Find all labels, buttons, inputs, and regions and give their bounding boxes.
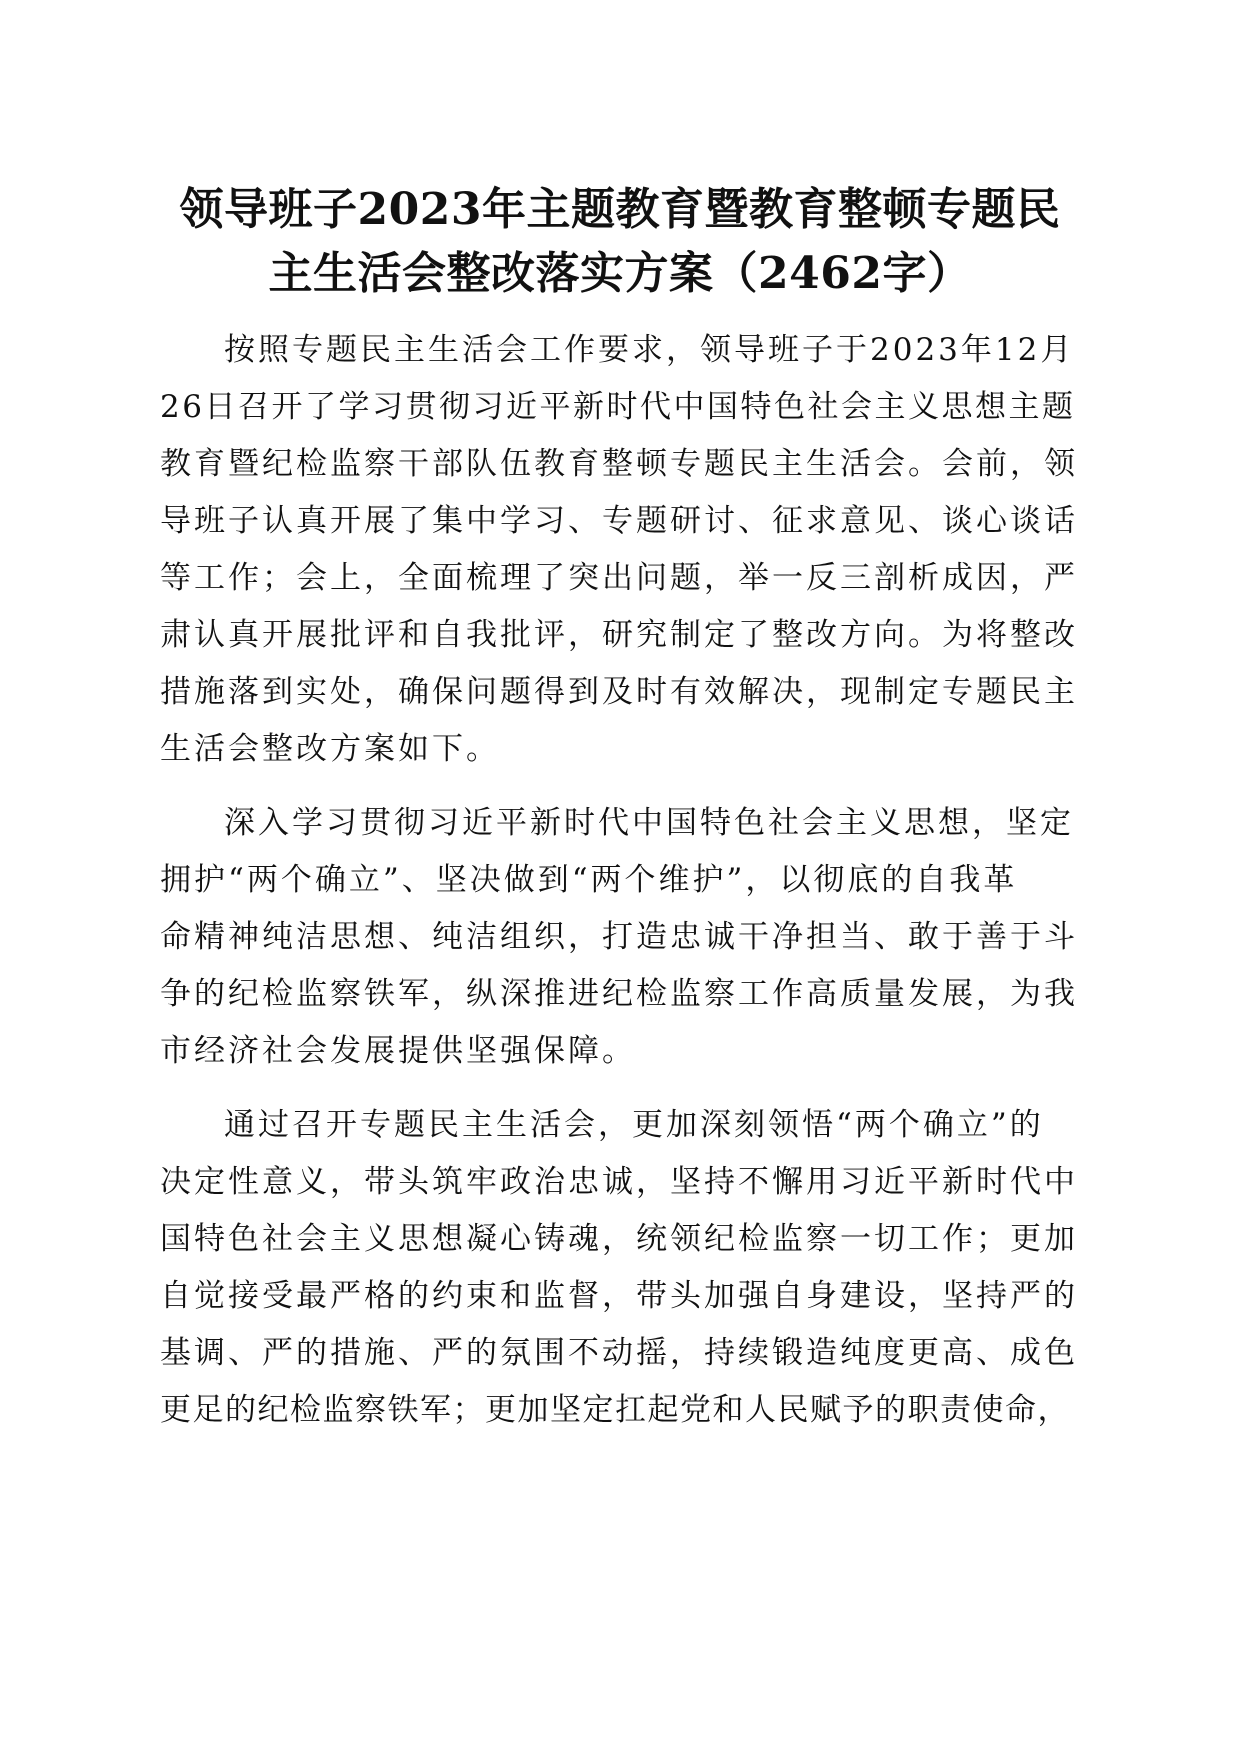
paragraph-line: 措施落到实处，确保问题得到及时有效解决，现制定专题民主: [160, 674, 1078, 710]
paragraph-line: 拥护“两个确立”、坚决做到“两个维护”，以彻底的自我革: [160, 862, 1018, 898]
paragraph-line: 决定性意义，带头筑牢政治忠诚，坚持不懈用习近平新时代中: [160, 1164, 1078, 1200]
paragraph-line: 教育暨纪检监察干部队伍教育整顿专题民主生活会。会前，领: [160, 446, 1078, 482]
paragraph-line: 自觉接受最严格的约束和监督，带头加强自身建设，坚持严的: [160, 1278, 1078, 1314]
title-line-1: 领导班子2023年主题教育暨教育整顿专题民: [179, 184, 1061, 235]
paragraph-spacer: [160, 1080, 1080, 1097]
paragraph-line: 市经济社会发展提供坚强保障。: [160, 1033, 636, 1069]
paragraph-line: 肃认真开展批评和自我批评，研究制定了整改方向。为将整改: [160, 617, 1078, 653]
paragraph-line: 生活会整改方案如下。: [160, 731, 500, 767]
paragraph-line: 基调、严的措施、严的氛围不动摇，持续锻造纯度更高、成色: [160, 1335, 1078, 1371]
paragraph-line: 国特色社会主义思想凝心铸魂，统领纪检监察一切工作；更加: [160, 1221, 1078, 1257]
paragraph-line: 深入学习贯彻习近平新时代中国特色社会主义思想，坚定: [224, 805, 1074, 841]
paragraph-line: 争的纪检监察铁军，纵深推进纪检监察工作高质量发展，为我: [160, 976, 1078, 1012]
paragraph-3: [160, 1097, 1080, 1439]
paragraph-line: 26日召开了学习贯彻习近平新时代中国特色社会主义思想主题: [160, 389, 1076, 425]
paragraph-spacer: [160, 778, 1080, 795]
paragraph-line: 通过召开专题民主生活会，更加深刻领悟“两个确立”的: [224, 1107, 1044, 1143]
paragraph-line: 等工作；会上，全面梳理了突出问题，举一反三剖析成因，严: [160, 560, 1078, 596]
paragraph-1: [160, 322, 1080, 778]
document-body: [160, 322, 1080, 1439]
document-title: [130, 178, 1110, 306]
paragraph-line: 导班子认真开展了集中学习、专题研讨、征求意见、谈心谈话: [160, 503, 1078, 539]
paragraph-line: 更足的纪检监察铁军；更加坚定扛起党和人民赋予的职责使命，: [160, 1392, 1070, 1428]
paragraph-2: [160, 795, 1080, 1080]
paragraph-line: 按照专题民主生活会工作要求，领导班子于2023年12月: [224, 332, 1075, 368]
title-line-2: 主生活会整改落实方案（2462字）: [268, 248, 972, 299]
paragraph-line: 命精神纯洁思想、纯洁组织，打造忠诚干净担当、敢于善于斗: [160, 919, 1078, 955]
